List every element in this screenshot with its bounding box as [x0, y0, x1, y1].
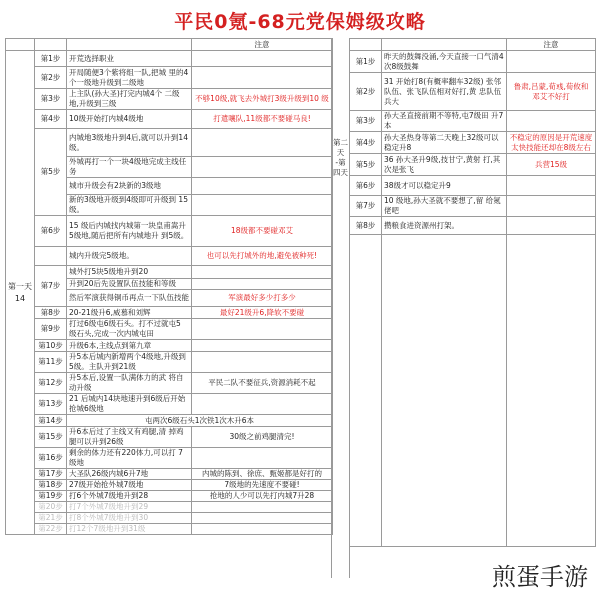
- day-label: 第一天 14: [6, 51, 35, 535]
- task-text: 打8个外城7级地升到30: [67, 513, 192, 524]
- note-text: [507, 176, 596, 196]
- strategy-sheet: [5, 38, 595, 578]
- step-label: 第2步: [35, 67, 67, 89]
- task-text: 城外打5块5级地升到20: [67, 266, 192, 279]
- step-label: 第21步: [35, 513, 67, 524]
- step-label: 第22步: [35, 524, 67, 535]
- table-row: [6, 502, 333, 513]
- note-text: 兵营15级: [507, 154, 596, 176]
- note-text: [192, 394, 333, 415]
- table-row: [6, 480, 333, 491]
- table-row: [350, 154, 596, 176]
- note-text: 不够10级,就飞去外城打3级升级到10 级: [192, 89, 333, 110]
- table-row: [6, 427, 333, 448]
- task-text: 内城地3级地升到4后,就可以升到14级。: [67, 129, 192, 157]
- task-text: 外城再打一个一块4级地完成主线任务: [67, 157, 192, 178]
- note-text: [192, 178, 333, 195]
- table-row: [350, 73, 596, 111]
- step-label: 第15步: [35, 427, 67, 448]
- note-text: 鲁肃,吕蒙,荀彧,荀攸和 邓艾不好打: [507, 73, 596, 111]
- table-row: [6, 491, 333, 502]
- table-row: [6, 513, 333, 524]
- task-text: 打6个外城7级地升到28: [67, 491, 192, 502]
- table-row: [6, 319, 333, 340]
- note-text: [192, 524, 333, 535]
- task-text: 屯两次6级石头1次铁1次木升6本: [67, 415, 333, 427]
- step-label: 第19步: [35, 491, 67, 502]
- task-text: 15 级后内城找内城第一块皇甫嵩升5级地,随后把所有内城地升 到5级。: [67, 216, 192, 247]
- note-text: 打遣嚷队,11级都不要碰马良!: [192, 110, 333, 129]
- table-row: [6, 110, 333, 129]
- task-text: 大圣队26级内城6升7地: [67, 469, 192, 480]
- step-label: 第3步: [35, 89, 67, 110]
- step-label: 第5步: [35, 129, 67, 216]
- task-text: 打12个7级地升到31级: [67, 524, 192, 535]
- note-text: [192, 319, 333, 340]
- task-text: 升到20后先设置队伍技能和等级: [67, 279, 192, 290]
- task-text: 21 后城内14块地速升到6级后开始抢城6级地: [67, 394, 192, 415]
- left-note-header: 注意: [192, 39, 333, 51]
- table-row: [6, 469, 333, 480]
- step-label: 第10步: [35, 340, 67, 352]
- task-text: 10级开始打内城4级地: [67, 110, 192, 129]
- task-text: 然后军演获得铜币再点一下队伍技能: [67, 290, 192, 307]
- table-row: [350, 111, 596, 132]
- task-text: 攒粮食进资源州打架。: [382, 217, 507, 235]
- table-row: [6, 373, 333, 394]
- step-label: 第14步: [35, 415, 67, 427]
- right-table: [349, 38, 596, 547]
- task-text: 27级开始抢外城7级地: [67, 480, 192, 491]
- step-label: 第7步: [350, 196, 382, 217]
- table-row: [6, 394, 333, 415]
- note-text: [192, 157, 333, 178]
- step-label: [35, 247, 67, 266]
- task-text: 31 开始打8(有概率翻车32级) 张邻队伍、张飞队伍相对好打,黄 忠队伍兵大: [382, 73, 507, 111]
- table-row: [6, 67, 333, 89]
- task-text: 38级才可以稳定升9: [382, 176, 507, 196]
- table-row: [6, 89, 333, 110]
- note-text: 不稳定的原因是开荒速度太快技能还却在8级左右: [507, 132, 596, 154]
- task-text: 打7个外城7级地升到29: [67, 502, 192, 513]
- table-row: [350, 51, 596, 73]
- table-row: [6, 448, 333, 469]
- note-text: [192, 129, 333, 157]
- task-text: 城内升级完5级地。: [67, 247, 192, 266]
- task-text: 新的3级地升级到4级即可升级到 15级。: [67, 195, 192, 216]
- note-text: [192, 266, 333, 279]
- table-row: [350, 217, 596, 235]
- task-text: 剩余的体力还有220体力,可以打 7级地: [67, 448, 192, 469]
- step-label: 第13步: [35, 394, 67, 415]
- task-text: 升5本后城内新增两个4级地,升级到5级。主队升到21级: [67, 352, 192, 373]
- step-label: 第3步: [350, 111, 382, 132]
- table-row: [350, 132, 596, 154]
- watermark: 煎蛋手游: [488, 557, 592, 592]
- table-row: [6, 129, 333, 157]
- note-text: [507, 196, 596, 217]
- step-label: 第18步: [35, 480, 67, 491]
- step-label: 第8步: [350, 217, 382, 235]
- page-title: 平民0氪-68元党保姆级攻略: [174, 11, 426, 33]
- note-text: [507, 51, 596, 73]
- table-row: [6, 266, 333, 279]
- table-row: [6, 216, 333, 247]
- step-label: 第9步: [35, 319, 67, 340]
- table-row: [6, 247, 333, 266]
- note-text: [192, 352, 333, 373]
- note-text: 最好21级升6,降软不要碰: [192, 307, 333, 319]
- task-text: 打过6级屯6级石头。打不过就屯5 级石头,完成一次内城屯田: [67, 319, 192, 340]
- task-text: 上主队(孙大圣)打完内城4个 二级地,升级到三级: [67, 89, 192, 110]
- note-text: [192, 513, 333, 524]
- note-text: 18级都不要碰邓艾: [192, 216, 333, 247]
- step-label: 第4步: [35, 110, 67, 129]
- step-label: 第12步: [35, 373, 67, 394]
- task-text: 升级6本,主线点到第九章: [67, 340, 192, 352]
- table-row: [6, 415, 333, 427]
- day-divider: [331, 38, 350, 578]
- table-row: [6, 307, 333, 319]
- task-text: 城市升级会有2块新的3级地: [67, 178, 192, 195]
- note-text: 7级地的先速度不要碰!: [192, 480, 333, 491]
- table-row: [6, 352, 333, 373]
- right-note-header: 注意: [507, 39, 596, 51]
- note-text: [192, 279, 333, 290]
- task-text: 36 孙大圣升9级,技甘宁,黄射 打,其次是张飞: [382, 154, 507, 176]
- note-text: [192, 448, 333, 469]
- note-text: 军演最好多少打多少: [192, 290, 333, 307]
- note-text: 内城的陈到、徐庶、甄姬都是好打的: [192, 469, 333, 480]
- step-label: 第4步: [350, 132, 382, 154]
- task-text: 10 级地,孙大圣就不要想了,留 给氪佬吧: [382, 196, 507, 217]
- step-label: 第20步: [35, 502, 67, 513]
- note-text: [192, 51, 333, 67]
- step-label: 第2步: [350, 73, 382, 111]
- task-text: 孙大圣直接前期不等特,屯7级田 升7本: [382, 111, 507, 132]
- note-text: 30级之前鸡腿清完!: [192, 427, 333, 448]
- step-label: 第1步: [350, 51, 382, 73]
- table-row: [350, 176, 596, 196]
- task-text: 升5本后,设置一队满体力的武 将自动升级: [67, 373, 192, 394]
- task-text: 昨天的鼓舞没涌,今天直接一口气清4次8级鼓舞: [382, 51, 507, 73]
- step-label: 第17步: [35, 469, 67, 480]
- task-text: 开荒选择职业: [67, 51, 192, 67]
- note-text: [192, 67, 333, 89]
- task-text: 20-21级升6,威慕和刘辉: [67, 307, 192, 319]
- note-text: [507, 111, 596, 132]
- step-label: 第8步: [35, 307, 67, 319]
- task-text: 开局随便3个紫将组一队,把城 里的4个一级地升级到二级地: [67, 67, 192, 89]
- day-range-label: 第二天 -第四天: [333, 138, 348, 177]
- note-text: [192, 340, 333, 352]
- step-label: 第5步: [350, 154, 382, 176]
- task-text: 升6本后过了主线又有鸡腿,清 掉鸡腿可以升到26级: [67, 427, 192, 448]
- table-row: [6, 524, 333, 535]
- step-label: 第11步: [35, 352, 67, 373]
- step-label: 第6步: [35, 216, 67, 247]
- note-text: [192, 502, 333, 513]
- table-row: [6, 340, 333, 352]
- table-row: [350, 196, 596, 217]
- step-label: 第16步: [35, 448, 67, 469]
- note-text: 也可以先打城外的地,避免被种死!: [192, 247, 333, 266]
- step-label: 第6步: [350, 176, 382, 196]
- table-row: [6, 51, 333, 67]
- step-label: 第1步: [35, 51, 67, 67]
- note-text: 平民二队不要征兵,资源消耗不起: [192, 373, 333, 394]
- note-text: [192, 195, 333, 216]
- step-label: 第7步: [35, 266, 67, 307]
- task-text: 孙大圣热身等第二天晚上32级可以稳定升8: [382, 132, 507, 154]
- note-text: [507, 217, 596, 235]
- note-text: 抢地的人少可以先打内城7升28: [192, 491, 333, 502]
- left-table: [5, 38, 333, 535]
